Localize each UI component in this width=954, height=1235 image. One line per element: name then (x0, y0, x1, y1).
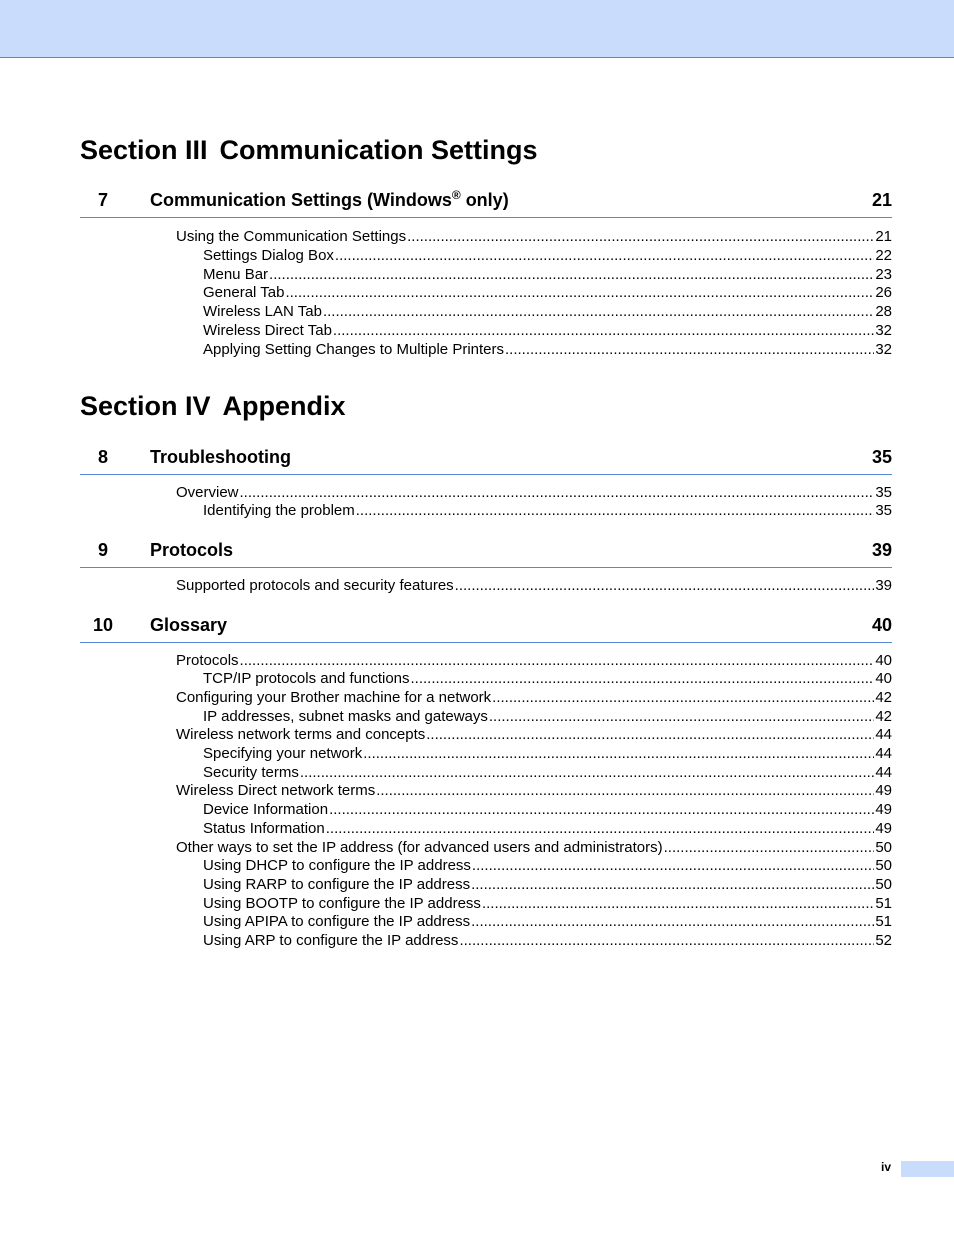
toc-entry[interactable]: Using BOOTP to configure the IP address ..... 51 (203, 894, 892, 913)
chapter-number: 8 (97, 447, 108, 467)
section-title: Communication Settings (219, 135, 538, 165)
toc-entry[interactable]: Using DHCP to configure the IP address ..... 50 (203, 856, 892, 875)
chapter-heading-9[interactable] (80, 540, 892, 568)
chapter-page: 39 (871, 540, 892, 560)
chapter-number: 9 (97, 540, 108, 560)
toc-entry[interactable]: Status Information ..... 49 (203, 819, 892, 838)
chapter-page: 21 (871, 190, 892, 210)
toc-entry[interactable]: Wireless Direct Tab ..... 32 (203, 321, 892, 340)
toc-entry[interactable]: Using APIPA to configure the IP address ..... 51 (203, 912, 892, 931)
toc-entry[interactable]: Configuring your Brother machine for a network ..... 42 (176, 688, 892, 707)
toc-entry[interactable]: TCP/IP protocols and functions ..... 40 (203, 669, 892, 688)
section-heading (80, 391, 346, 422)
toc-entry[interactable]: Wireless LAN Tab ..... 28 (203, 302, 892, 321)
toc-entry[interactable]: Specifying your network ..... 44 (203, 744, 892, 763)
section-label: Section IV (80, 391, 211, 421)
section-title: Appendix (222, 391, 346, 421)
chapter-title: Troubleshooting (150, 447, 291, 467)
page-tab-marker (901, 1161, 954, 1177)
toc-entry[interactable]: Using ARP to configure the IP address ..... 52 (203, 931, 892, 950)
toc-entry[interactable]: Menu Bar ..... 23 (203, 265, 892, 284)
toc-entry[interactable]: IP addresses, subnet masks and gateways ..... 42 (203, 707, 892, 726)
toc-entry[interactable]: Protocols ..... 40 (176, 651, 892, 670)
registered-mark: ® (451, 188, 461, 202)
toc-entry[interactable]: Applying Setting Changes to Multiple Printers ..... 32 (203, 340, 892, 359)
chapter-page: 40 (871, 615, 892, 635)
header-band (0, 0, 954, 58)
toc-entry[interactable]: Device Information ..... 49 (203, 800, 892, 819)
toc-entry[interactable]: Using RARP to configure the IP address ..... 50 (203, 875, 892, 894)
chapter-page: 35 (871, 447, 892, 467)
toc-entry[interactable]: Overview ..... 35 (176, 483, 892, 502)
chapter-heading-10[interactable] (80, 615, 892, 643)
section-label: Section III (80, 135, 208, 165)
toc-entry[interactable]: Wireless Direct network terms ..... 49 (176, 781, 892, 800)
toc-entry[interactable]: Security terms ..... 44 (203, 763, 892, 782)
chapter-number: 7 (97, 190, 108, 210)
chapter-heading-7[interactable] (80, 190, 892, 218)
toc-entry[interactable]: Wireless network terms and concepts ..... 44 (176, 725, 892, 744)
toc-entry[interactable]: Using the Communication Settings ..... 21 (176, 227, 892, 246)
toc-entry[interactable]: Supported protocols and security features ..... 39 (176, 576, 892, 595)
chapter-title: Communication Settings (Windows® only) (150, 188, 509, 210)
chapter-heading-8[interactable] (80, 447, 892, 475)
toc-entry[interactable]: General Tab ..... 26 (203, 283, 892, 302)
section-heading (80, 135, 538, 166)
chapter-number: 10 (92, 615, 114, 635)
toc-entry[interactable]: Other ways to set the IP address (for advanced users and administrators) ..... 50 (176, 838, 892, 857)
chapter-title: Glossary (150, 615, 228, 635)
chapter-title: Protocols (150, 540, 234, 560)
page-number: iv (881, 1160, 892, 1174)
toc-entry[interactable]: Settings Dialog Box ..... 22 (203, 246, 892, 265)
toc-entry[interactable]: Identifying the problem ..... 35 (203, 501, 892, 520)
